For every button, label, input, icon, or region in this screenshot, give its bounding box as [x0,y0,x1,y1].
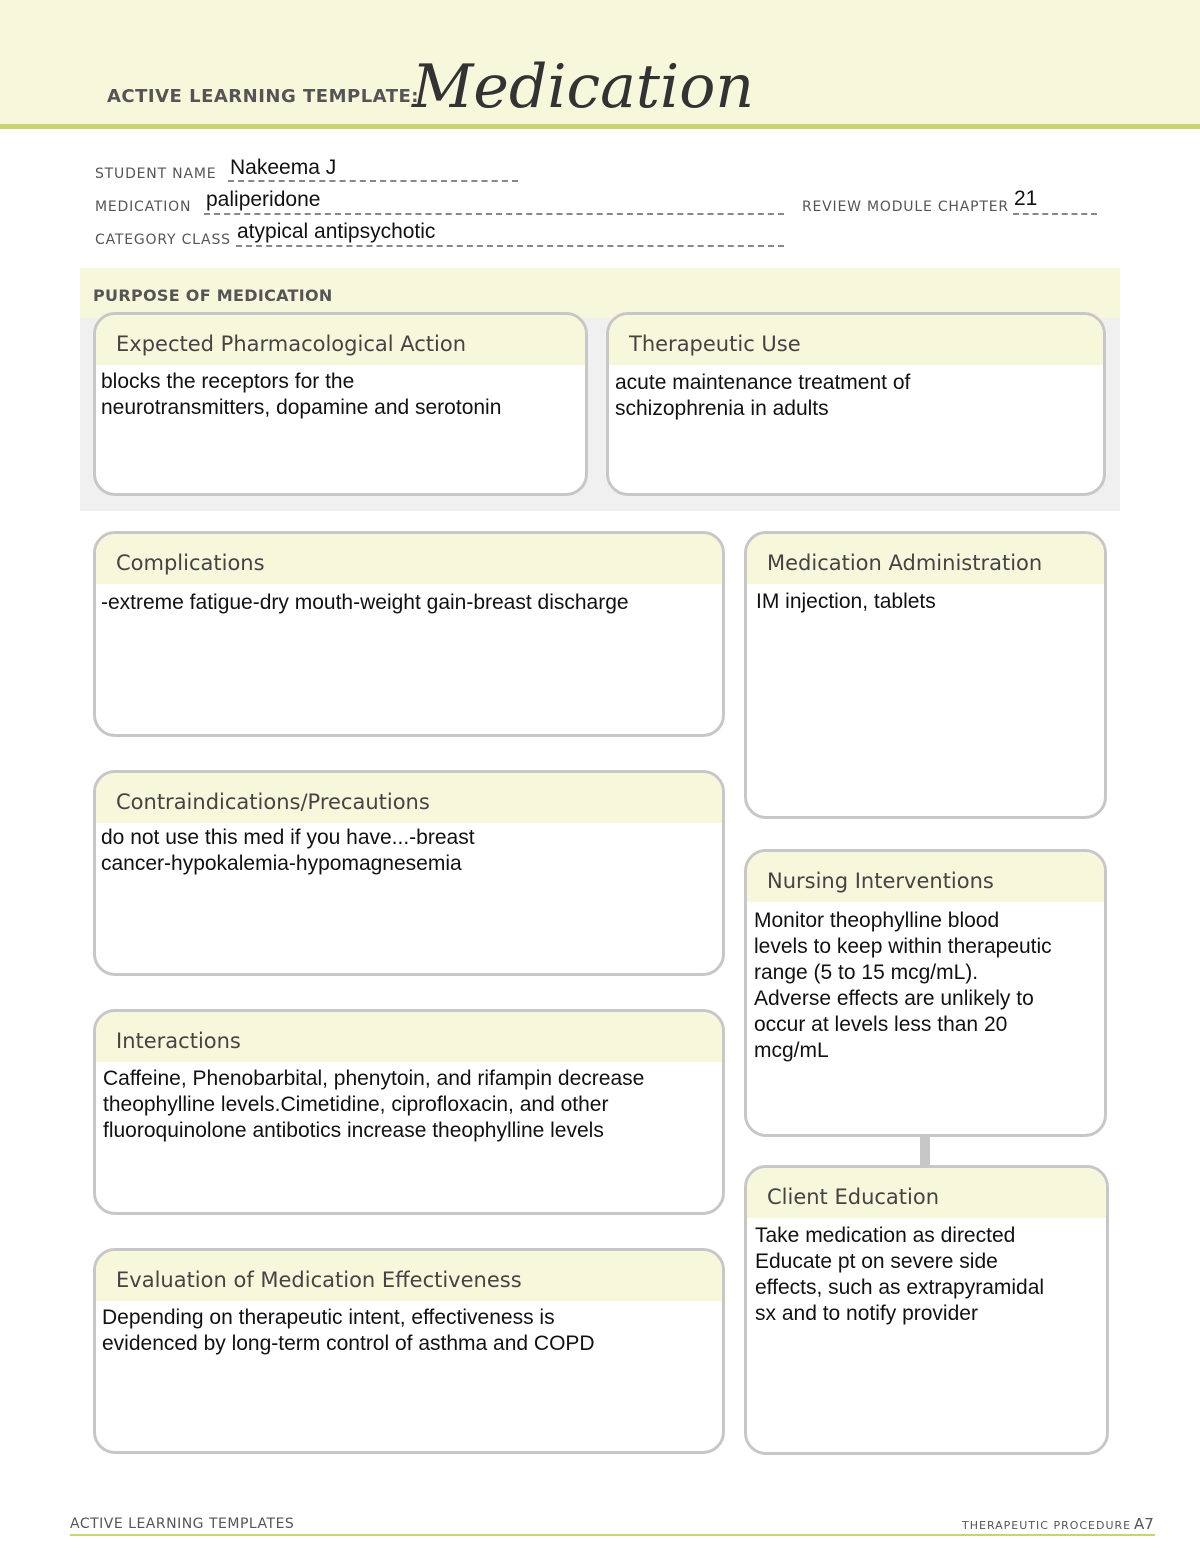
administration-text[interactable]: IM injection, tablets [756,590,936,613]
interactions-text[interactable]: Caffeine, Phenobarbital, phenytoin, and rifampin decrease theophylline levels.Cimetidine, ciprofloxacin, and other fluoroquinolone antibotics increase theophylline levels [103,1067,645,1142]
therapeutic-use-box [606,312,1106,496]
review-module-field[interactable]: 21 [1014,187,1038,210]
complications-text[interactable]: -extreme fatigue-dry mouth-weight gain-breast discharge [101,591,629,614]
purpose-title: PURPOSE OF MEDICATION [93,286,333,305]
expected-action-heading: Expected Pharmacological Action [96,315,585,365]
therapeutic-use-heading: Therapeutic Use [609,315,1103,365]
client-education-box [744,1165,1109,1455]
page-number: A7 [1134,1515,1154,1533]
expected-action-text[interactable]: blocks the receptors for the neurotransmitters, dopamine and serotonin [101,370,502,419]
medication-label: MEDICATION [95,199,192,215]
nursing-heading: Nursing Interventions [747,852,1104,902]
connector-bar [920,1134,930,1166]
contraindications-heading: Contraindications/Precautions [96,773,722,823]
medication-field[interactable]: paliperidone [206,188,321,211]
administration-heading: Medication Administration [747,534,1104,584]
category-class-line [236,245,784,247]
complications-heading: Complications [96,534,722,584]
student-name-line [228,180,518,182]
client-education-text[interactable]: Take medication as directed Educate pt on severe side effects, such as extrapyramidal sx and to notify provider [755,1224,1045,1325]
medication-line [204,213,784,215]
therapeutic-use-text[interactable]: acute maintenance treatment of schizophrenia in adults [615,371,911,420]
page-title: Medication [412,52,754,122]
review-module-line [1013,213,1097,215]
nursing-text[interactable]: Monitor theophylline blood levels to keep within therapeutic range (5 to 15 mcg/mL). Adverse effects are unlikely to occur at levels less than 20 mcg/mL [754,909,1052,1062]
contraindications-box [93,770,725,976]
review-module-label: REVIEW MODULE CHAPTER [802,199,1009,215]
administration-box [744,531,1107,819]
contraindications-text[interactable]: do not use this med if you have...-breast cancer-hypokalemia-hypomagnesemia [101,826,475,875]
category-class-field[interactable]: atypical antipsychotic [237,220,436,243]
interactions-heading: Interactions [96,1012,722,1062]
footer-rule [70,1534,1155,1536]
complications-box [93,531,725,737]
evaluation-box [93,1248,725,1454]
template-prefix: ACTIVE LEARNING TEMPLATE: [107,86,419,107]
footer-left: ACTIVE LEARNING TEMPLATES [70,1516,295,1532]
student-name-label: STUDENT NAME [95,166,217,182]
student-name-field[interactable]: Nakeema J [230,156,337,179]
footer-right: THERAPEUTIC PROCEDURE [962,1519,1132,1532]
evaluation-heading: Evaluation of Medication Effectiveness [96,1251,722,1301]
expected-action-box [93,312,588,496]
client-education-heading: Client Education [747,1168,1106,1218]
evaluation-text[interactable]: Depending on therapeutic intent, effectiveness is evidenced by long-term control of asthma and COPD [102,1306,595,1355]
header-rule [0,124,1200,129]
nursing-box [744,849,1107,1137]
category-class-label: CATEGORY CLASS [95,232,231,248]
interactions-box [93,1009,725,1215]
